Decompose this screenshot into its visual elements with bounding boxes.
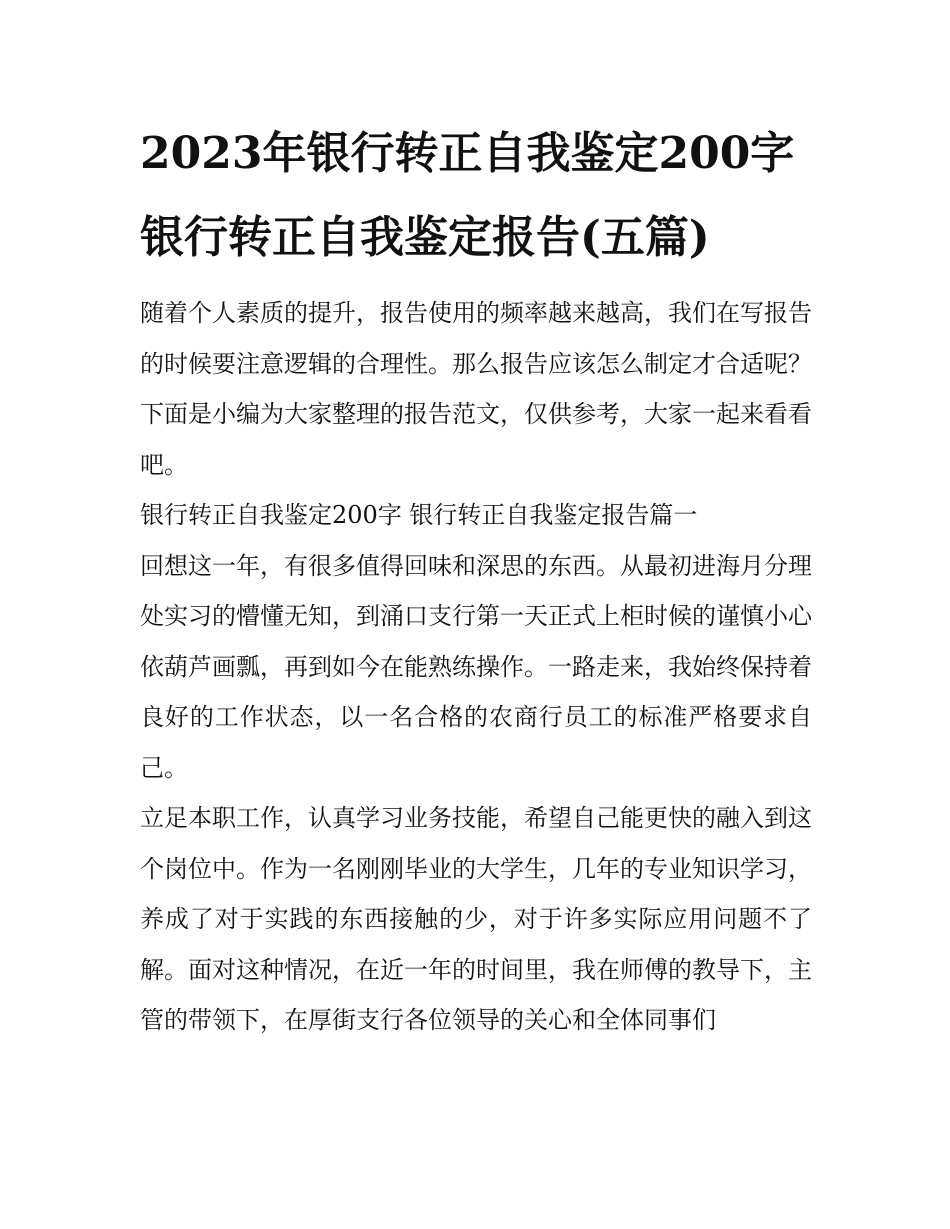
body-paragraph: 立足本职工作，认真学习业务技能，希望自己能更快的融入到这个岗位中。作为一名刚刚毕业的大学生，几年的专业知识学习，养成了对于实践的东西接触的少，对于许多实际应用问题不了解。面对这种情况，在近一年的时间里，我在师傅的教导下，主管的带领下，在厚街支行各位领导的关心和全体同事们: [140, 804, 812, 1034]
intro-paragraph: 随着个人素质的提升，报告使用的频率越来越高，我们在写报告的时候要注意逻辑的合理性。那么报告应该怎么制定才合适呢？下面是小编为大家整理的报告范文，仅供参考，大家一起来看看吧。: [140, 299, 812, 479]
document-body: [140, 288, 812, 1046]
section-heading: 银行转正自我鉴定200字 银行转正自我鉴定报告篇一: [140, 501, 698, 529]
document-page: [140, 112, 812, 1046]
body-paragraph: 回想这一年，有很多值得回味和深思的东西。从最初进海月分理处实习的懵懂无知，到涌口支行第一天正式上柜时候的谨慎小心依葫芦画瓢，再到如今在能熟练操作。一路走来，我始终保持着良好的工作状态，以一名合格的农商行员工的标准严格要求自己。: [140, 551, 812, 782]
document-title: 2023年银行转正自我鉴定200字 银行转正自我鉴定报告(五篇): [140, 128, 795, 263]
